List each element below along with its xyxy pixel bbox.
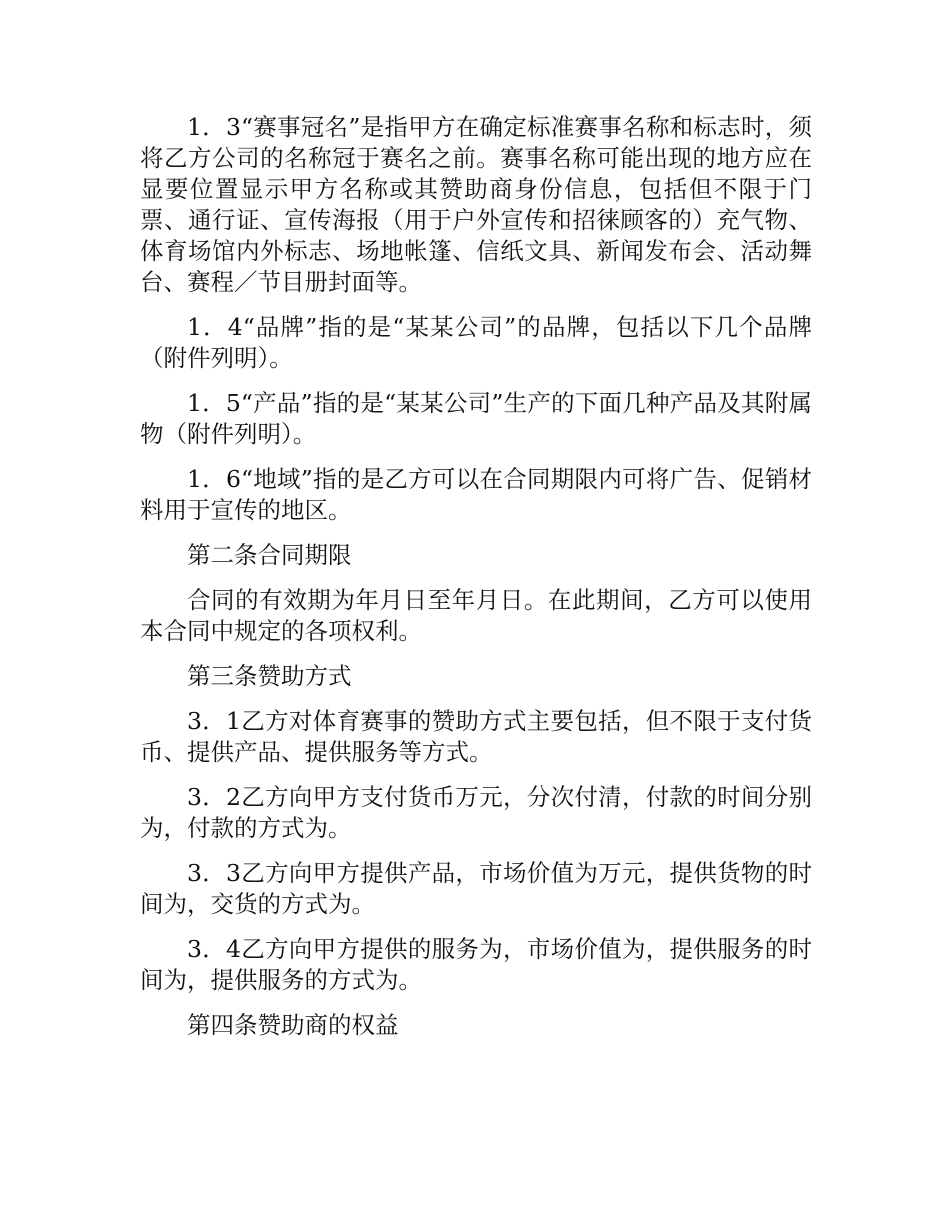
clause-3-1-methods: 3．1乙方对体育赛事的赞助方式主要包括，但不限于支付货币、提供产品、提供服务等方式。 (140, 707, 812, 766)
clause-1-5-product: 1．5“产品”指的是“某某公司”生产的下面几种产品及其附属物（附件列明）。 (140, 389, 812, 448)
clause-1-4-brand: 1．4“品牌”指的是“某某公司”的品牌，包括以下几个品牌（附件列明）。 (140, 313, 812, 372)
clause-3-4-services: 3．4乙方向甲方提供的服务为，市场价值为，提供服务的时间为，提供服务的方式为。 (140, 935, 812, 994)
article-2-term-text: 合同的有效期为年月日至年月日。在此期间，乙方可以使用本合同中规定的各项权利。 (140, 586, 812, 645)
clause-3-2-payment: 3．2乙方向甲方支付货币万元，分次付清，付款的时间分别为，付款的方式为。 (140, 783, 812, 842)
clause-1-3-title-sponsorship: 1．3“赛事冠名”是指甲方在确定标准赛事名称和标志时，须将乙方公司的名称冠于赛名之前。赛事名称可能出现的地方应在显要位置显示甲方名称或其赞助商身份信息，包括但不限于门票、通行证、宣传海报（用于户外宣传和招徕顾客的）充气物、体育场馆内外标志、场地帐篷、信纸文具、新闻发布会、活动舞台、赛程／节目册封面等。 (140, 113, 812, 296)
clause-1-6-territory: 1．6“地域”指的是乙方可以在合同期限内可将广告、促销材料用于宣传的地区。 (140, 465, 812, 524)
document-body (140, 112, 812, 1055)
article-2-heading: 第二条合同期限 (187, 541, 352, 569)
article-3-heading: 第三条赞助方式 (187, 662, 352, 690)
clause-3-3-products: 3．3乙方向甲方提供产品，市场价值为万元，提供货物的时间为，交货的方式为。 (140, 859, 812, 918)
article-4-heading: 第四条赞助商的权益 (187, 1011, 399, 1039)
